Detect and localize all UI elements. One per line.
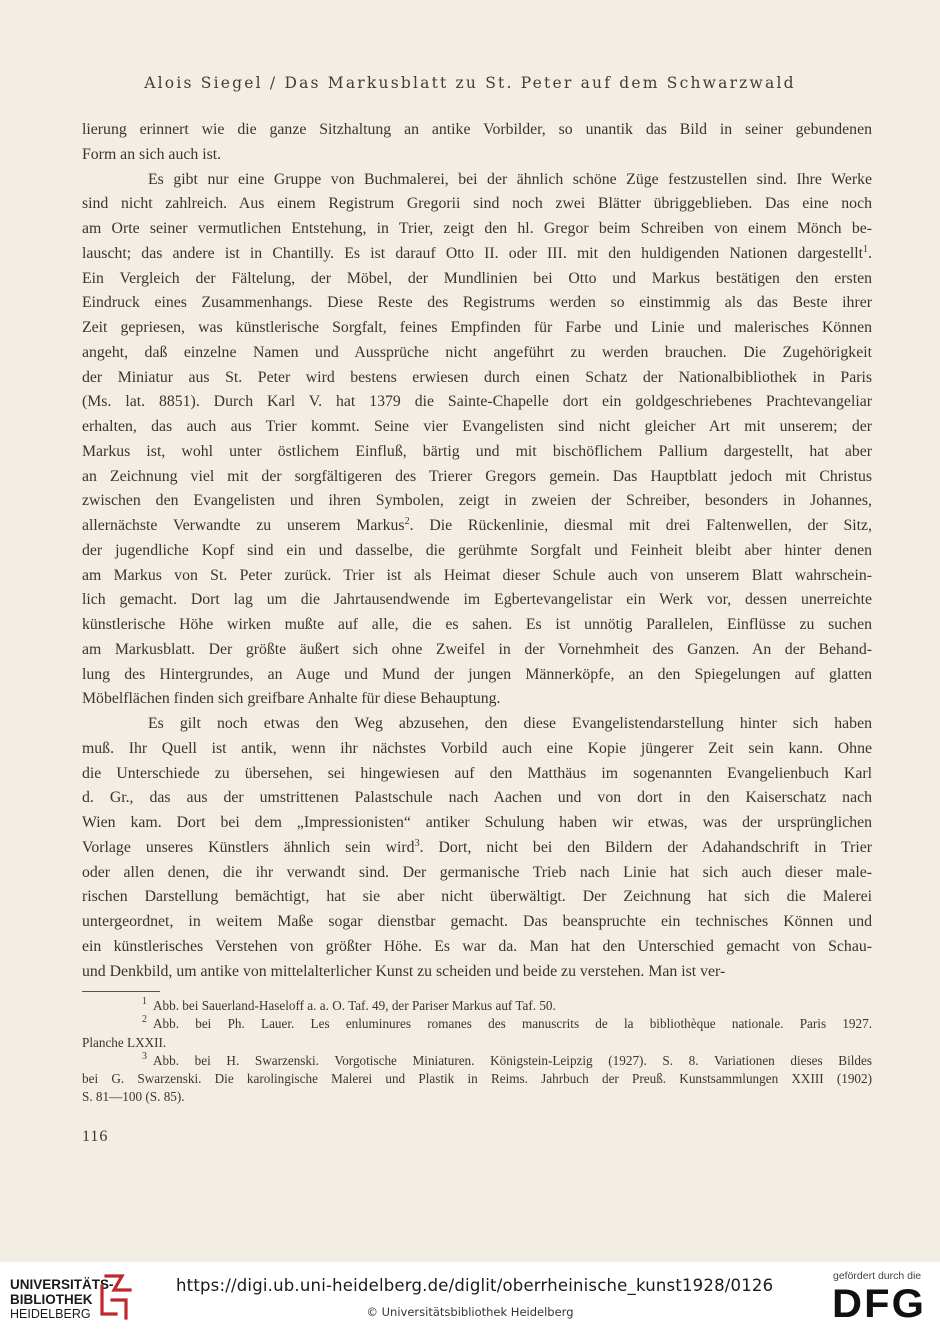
body-line-text: Markus ist, wohl unter östlichem Einfluß, bärtig und mit bischöflichem Pallium dargestellt, hat aber [82, 442, 872, 460]
body-line [82, 192, 872, 217]
body-line-text: ein künstlerisches Verstehen von größter Höhe. Es war da. Man hat den Unterschied gemacht von Schau- [82, 937, 872, 955]
body-line-text: Vorlage unseres Künstlers ähnlich sein wird [82, 838, 415, 856]
body-line-text: Es gilt noch etwas den Weg abzusehen, den diese Evangelistendarstellung hinter sich haben [148, 715, 872, 732]
body-line-text: untergeordnet, in weitem Maße sogar dienstbar gemacht. Das beanspruchte ein technisches Können und [82, 913, 872, 930]
footnote-text: S. 81—100 (S. 85). [82, 1089, 185, 1105]
body-line-text: sind nicht zahlreich. Aus einem Registrum Gregorii sind noch zwei Blätter übriggeblieben. Das eine noch [82, 195, 872, 213]
body-line [82, 613, 872, 638]
body-line [82, 935, 872, 960]
body-line [82, 786, 872, 811]
body-line-text: allernächste Verwandte zu unserem Markus [82, 517, 405, 534]
body-line [82, 960, 872, 985]
body-line-text: angeht, daß einzelne Namen und Aussprüche nicht angeführt zu werden brauchen. Die Zugehörigkeit [82, 343, 872, 361]
body-line-text: . [868, 244, 872, 262]
body-line [82, 390, 872, 415]
body-line [82, 366, 872, 391]
footnote-line [82, 997, 872, 1015]
body-line [82, 910, 872, 935]
body-line [82, 811, 872, 836]
university-name-line-1: UNIVERSITÄTS- [10, 1277, 114, 1292]
footnote [82, 1015, 872, 1052]
body-line [82, 316, 872, 341]
footnote-mark: 3 [142, 1050, 147, 1062]
body-line [82, 663, 872, 688]
permalink-url[interactable]: https://digi.ub.uni-heidelberg.de/diglit/oberrheinische_kunst1928/0126 [176, 1276, 774, 1295]
body-line [82, 291, 872, 316]
body-line-text: rischen Darstellung bemächtigt, hat sie aber nicht überwältigt. Der Zeichnung hat sich die Malerei [82, 888, 872, 906]
footnotes [82, 997, 872, 1107]
footnote-line [82, 1034, 872, 1052]
body-line-text: lierung erinnert wie die ganze Sitzhaltung an antike Vorbilder, so unantik das Bild in seiner gebundenen [82, 121, 872, 138]
footnote-line [82, 1052, 872, 1070]
body-line-text: und Denkbild, um antike von mittelalterlicher Kunst zu scheiden und beide zu verstehen. Man ist ver- [82, 962, 726, 980]
body-line [82, 885, 872, 910]
body-line-text: Möbelflächen finden sich greifbare Anhalte für diese Behauptung. [82, 690, 501, 708]
body-line-text: am Markus von St. Peter zurück. Trier ist als Heimat dieser Schule auch von unserem Blatt wahrschein- [82, 566, 872, 584]
body-line [82, 836, 872, 861]
body-line [82, 588, 872, 613]
body-line [82, 514, 872, 539]
body-line [82, 638, 872, 663]
body-line-text: der jugendliche Kopf sind ein und dasselbe, die gerühmte Sorgfalt und Feinheit bleibt aber hinter denen [82, 541, 872, 559]
body-line-text: Eindruck eines Zusammenhangs. Diese Reste des Registrums werden so einstimmig als das Beste ihrer [82, 294, 872, 312]
body-line [82, 118, 872, 143]
body-line-text: die Unterschiede zu übersehen, sei hingewiesen auf den Matthäus im sogenannten Evangelienbuch Karl [82, 764, 872, 782]
body-line-text: am Markusblatt. Der größte äußert sich ohne Zweifel in der Vornehmheit des Ganzen. An der Behand- [82, 640, 872, 658]
footnote-reference: 2 [404, 516, 410, 527]
page-number: 116 [82, 1128, 109, 1145]
body-line [82, 465, 872, 490]
body-line [82, 687, 872, 712]
dfg-logo-text: DFG [832, 1284, 926, 1320]
body-line-text: Zeit gepriesen, was künstlerische Sorgfalt, feines Empfinden für Farbe und Linie und malerisches Können [82, 319, 872, 336]
body-line [82, 440, 872, 465]
footnote [82, 1052, 872, 1107]
footnote-text: Abb. bei Ph. Lauer. Les enluminures romanes des manuscrits de la bibliothèque nationale. Paris 1927. [153, 1016, 872, 1032]
footnote-text: bei G. Swarzenski. Die karolingische Malerei und Plastik in Reims. Jahrbuch der Preuß. Kunstsammlungen XXIII (1902) [82, 1071, 872, 1087]
body-line-text: künstlerische Höhe wirken mußte auf alle, die es sahen. Es ist unnötig Parallelen, Einflüsse zu suchen [82, 616, 872, 633]
footnote-line [82, 1015, 872, 1033]
body-line [82, 861, 872, 886]
footnote-mark: 2 [142, 1014, 147, 1026]
body-text [82, 118, 872, 984]
body-line [82, 341, 872, 366]
body-line [82, 415, 872, 440]
body-line-text: . Dort, nicht bei den Bildern der Adahandschrift in Trier [419, 838, 872, 856]
footnote-reference: 3 [414, 837, 420, 849]
body-line-text: Form an sich auch ist. [82, 145, 222, 163]
footnote-mark: 1 [142, 996, 147, 1007]
body-line [82, 737, 872, 762]
body-line-text: Ein Vergleich der Fältelung, der Möbel, der Mundlinien bei Otto und Markus bestätigen den ersten [82, 269, 872, 287]
footnote-text: Abb. bei Sauerland-Haseloff a. a. O. Taf. 49, der Pariser Markus auf Taf. 50. [153, 998, 556, 1013]
running-head: Alois Siegel / Das Markusblatt zu St. Peter auf dem Schwarzwald [144, 74, 796, 92]
university-name-line-3: HEIDELBERG [10, 1307, 91, 1321]
body-line-text: Es gibt nur eine Gruppe von Buchmalerei, bei der ähnlich schöne Züge festzustellen sind. Ihre Werke [148, 170, 872, 188]
body-line [82, 242, 872, 267]
footnote-reference: 1 [863, 243, 869, 255]
body-line [82, 564, 872, 589]
body-line [82, 762, 872, 787]
footnote-text: Planche LXXII. [82, 1034, 167, 1050]
body-line [82, 489, 872, 514]
body-line-text: der Miniatur aus St. Peter wird bestens erwiesen durch einen Schatz der Nationalbibliothek in Paris [82, 368, 872, 386]
footnote-line [82, 1070, 872, 1088]
body-line-text: oder allen denen, die ihr verwandt sind. Der germanische Trieb nach Linie hat sich auch dieser male- [82, 863, 872, 881]
dfg-logo-icon[interactable] [832, 1284, 928, 1320]
body-line-text: Wien kam. Dort bei dem „Impressionisten“ antiker Schulung haben wir etwas, was der ursprünglichen [82, 814, 872, 831]
body-line-text: lung des Hintergrundes, an Auge und Mund der jungen Männerköpfe, an den Spiegelungen auf glatten [82, 665, 872, 683]
body-line [82, 539, 872, 564]
dfg-caption: gefördert durch die [833, 1270, 922, 1282]
body-line [82, 712, 872, 737]
body-line-text: lauscht; das andere ist in Chantilly. Es ist darauf Otto II. oder III. mit den huldigenden Nationen dargestellt [82, 244, 864, 262]
body-line [82, 168, 872, 193]
body-line-text: zwischen den Evangelisten und ihren Symbolen, zeigt in zweien der Schreiber, besonders in Johannes, [82, 492, 872, 510]
body-line-text: erhalten, das auch aus Trier kommt. Seine vier Evangelisten sind nicht gleicher Art mit unserem; der [82, 418, 872, 435]
footnote-line [82, 1088, 872, 1106]
body-line [82, 267, 872, 292]
body-line-text: an Zeichnung viel mit der sorgfältigeren des Trierer Gregors gemein. Das Hauptblatt jedoch mit Christus [82, 467, 872, 485]
body-line [82, 143, 872, 168]
university-name-line-2: BIBLIOTHEK [10, 1292, 93, 1307]
body-line-text: lich gemacht. Dort lag um die Jahrtausendwende im Egbertevangelistar ein Werk vor, dessen unerreichte [82, 591, 872, 609]
body-line-text: (Ms. lat. 8851). Durch Karl V. hat 1379 die Sainte-Chapelle dort ein goldgeschriebenes Prachtevangeliar [82, 393, 872, 411]
body-line-text: d. Gr., das aus der umstrittenen Palastschule nach Aachen und von dort in den Kaiserschatz nach [82, 789, 872, 807]
footnote [82, 997, 872, 1015]
copyright-notice: © Universitätsbibliothek Heidelberg [366, 1305, 574, 1319]
body-line-text: . Die Rückenlinie, diesmal mit drei Faltenwellen, der Sitz, [409, 517, 872, 534]
footnote-rule [82, 991, 160, 992]
body-line-text: am Orte seiner vermutlichen Entstehung, in Trier, zeigt den hl. Gregor beim Schreiben von einem Mönch be- [82, 220, 872, 237]
footnote-text: Abb. bei H. Swarzenski. Vorgotische Miniaturen. Königstein-Leipzig (1927). S. 8. Variationen dieses Bildes [153, 1052, 872, 1068]
body-line [82, 217, 872, 242]
viewer-footer [0, 1262, 940, 1330]
body-line-text: muß. Ihr Quell ist antik, wenn ihr nächstes Vorbild auch eine Kopie jüngerer Zeit sein kann. Ohne [82, 739, 872, 757]
